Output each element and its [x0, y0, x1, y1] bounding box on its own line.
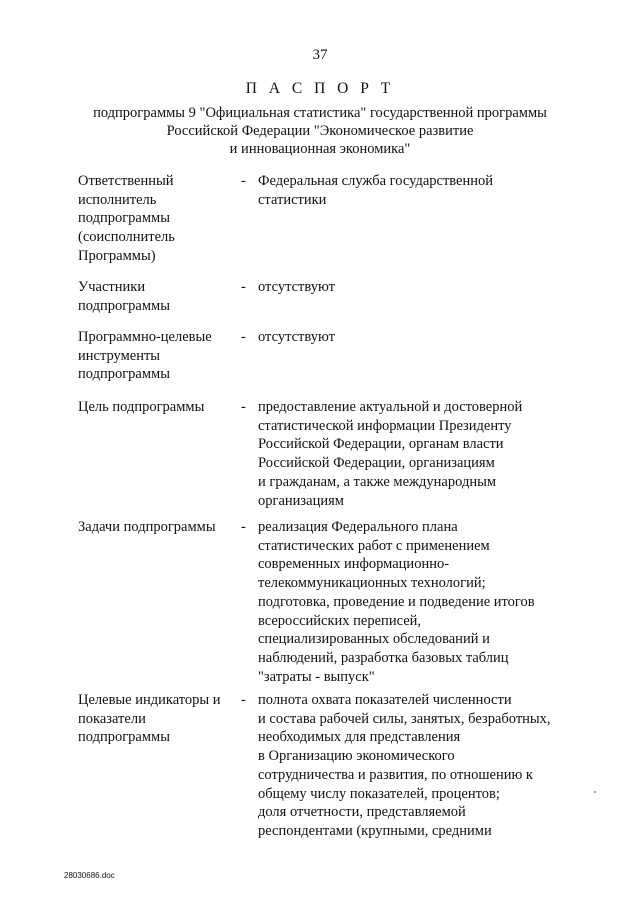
row-value — [258, 518, 588, 686]
label-line: Ответственный — [78, 173, 174, 189]
label-line: показатели — [78, 710, 146, 727]
value-line: полнота охвата показателей численности — [258, 692, 512, 708]
value-line: наблюдений, разработка базовых таблиц — [258, 649, 509, 666]
value-line: отсутствуют — [258, 329, 335, 345]
row-value — [258, 328, 588, 347]
row-label — [78, 691, 238, 747]
value-line: всероссийских переписей, — [258, 612, 422, 629]
row-dash: - — [241, 399, 246, 415]
value-line: общему числу показателей, процентов; — [258, 785, 500, 802]
scan-speck — [594, 791, 596, 793]
value-line: в Организацию экономического — [258, 748, 455, 765]
row-value — [258, 398, 588, 510]
value-line: статистических работ с применением — [258, 537, 490, 554]
page-number: 37 — [312, 47, 328, 63]
value-line: "затраты - выпуск" — [258, 668, 375, 685]
label-line: (соисполнитель — [78, 229, 175, 246]
row-label — [78, 518, 238, 537]
label-line: Цель подпрограммы — [78, 399, 205, 415]
label-line: подпрограммы — [78, 729, 170, 746]
row-dash: - — [241, 279, 246, 295]
row-value — [258, 278, 588, 297]
document-title: П А С П О Р Т — [245, 80, 395, 97]
subtitle-line: подпрограммы 9 "Официальная статистика" государственной программы — [93, 105, 547, 121]
row-label — [78, 398, 238, 417]
value-line: статистической информации Президенту — [258, 417, 512, 434]
row-label — [78, 278, 238, 315]
label-line: подпрограммы — [78, 297, 170, 314]
label-line: Программно-целевые — [78, 329, 212, 345]
row-dash: - — [241, 519, 246, 535]
subtitle-line: и инновационная экономика" — [229, 141, 411, 157]
value-line: сотрудничества и развития, по отношению к — [258, 766, 533, 783]
row-value — [258, 691, 588, 841]
label-line: исполнитель — [78, 191, 157, 208]
value-line: Федеральная служба государственной — [258, 173, 494, 189]
value-line: Российской Федерации, организациям — [258, 455, 495, 472]
label-line: подпрограммы — [78, 366, 170, 383]
value-line: и гражданам, а также международным — [258, 473, 497, 490]
row-dash: - — [241, 173, 246, 189]
label-line: Целевые индикаторы и — [78, 692, 221, 708]
label-line: Задачи подпрограммы — [78, 519, 216, 535]
label-line: Участники — [78, 279, 146, 295]
label-line: подпрограммы — [78, 210, 170, 227]
document-subtitle — [60, 104, 580, 158]
value-line: реализация Федерального плана — [258, 519, 458, 535]
row-value — [258, 172, 588, 209]
value-line: организациям — [258, 492, 344, 509]
value-line: Российской Федерации, органам власти — [258, 436, 504, 453]
value-line: респондентами (крупными, средними — [258, 822, 492, 839]
label-line: Программы) — [78, 247, 156, 264]
row-label — [78, 328, 238, 384]
value-line: статистики — [258, 191, 327, 208]
value-line: современных информационно- — [258, 556, 450, 573]
value-line: подготовка, проведение и подведение итогов — [258, 593, 535, 610]
value-line: специализированных обследований и — [258, 631, 490, 648]
row-dash: - — [241, 692, 246, 708]
label-line: инструменты — [78, 347, 161, 364]
footer-file-name: 28030686.doc — [64, 871, 115, 880]
subtitle-line: Российской Федерации "Экономическое развитие — [166, 123, 474, 139]
value-line: телекоммуникационных технологий; — [258, 575, 486, 592]
value-line: предоставление актуальной и достоверной — [258, 399, 523, 415]
value-line: отсутствуют — [258, 279, 335, 295]
value-line: и состава рабочей силы, занятых, безработных, — [258, 710, 551, 727]
value-line: доля отчетности, представляемой — [258, 804, 466, 821]
row-label — [78, 172, 238, 266]
value-line: необходимых для представления — [258, 729, 461, 746]
row-dash: - — [241, 329, 246, 345]
